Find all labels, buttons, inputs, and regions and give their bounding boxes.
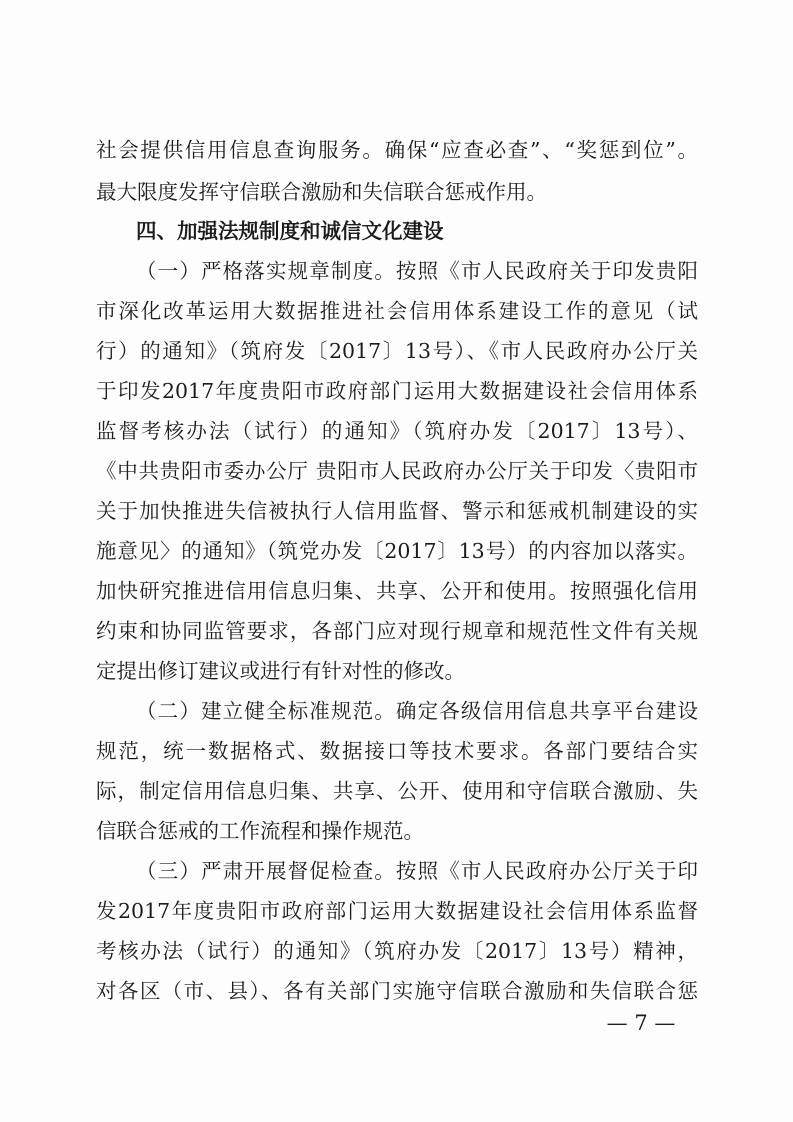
text-line-4: （一）严格落实规章制度。按照《市人民政府关于印发贵阳	[136, 259, 698, 283]
text-line-9: 《中共贵阳市委办公厅 贵阳市人民政府办公厅关于印发〈贵阳市	[96, 459, 698, 483]
text-line-22: 对各区（市、县）、各有关部门实施守信联合激励和失信联合惩	[96, 979, 698, 1003]
text-line-14: 定提出修订建议或进行有针对性的修改。	[96, 659, 465, 683]
text-line-2: 最大限度发挥守信联合激励和失信联合惩戒作用。	[96, 180, 547, 204]
text-line-1: 社会提供信用信息查询服务。确保“应查必查”、“奖惩到位”。	[96, 138, 698, 162]
text-line-19: （三）严肃开展督促检查。按照《市人民政府办公厅关于印	[136, 859, 698, 883]
text-line-21: 考核办法（试行）的通知》（筑府办发〔2017〕13号）精神，	[96, 939, 698, 963]
text-line-12: 加快研究推进信用信息归集、共享、公开和使用。按照强化信用	[96, 579, 698, 603]
text-line-13: 约束和协同监管要求，各部门应对现行规章和规范性文件有关规	[96, 619, 698, 643]
section-heading-4: 四、加强法规制度和诚信文化建设	[136, 219, 444, 243]
text-line-10: 关于加快推进失信被执行人信用监督、警示和惩戒机制建设的实	[96, 499, 698, 523]
text-line-11: 施意见〉的通知》（筑党办发〔2017〕13号）的内容加以落实。	[96, 539, 698, 563]
text-line-17: 际，制定信用信息归集、共享、公开、使用和守信联合激励、失	[96, 779, 698, 803]
text-line-15: （二）建立健全标准规范。确定各级信用信息共享平台建设	[136, 699, 698, 723]
text-line-8: 监督考核办法（试行）的通知》（筑府办发〔2017〕13号）、	[96, 419, 698, 443]
text-line-5: 市深化改革运用大数据推进社会信用体系建设工作的意见（试	[96, 299, 698, 323]
text-line-16: 规范，统一数据格式、数据接口等技术要求。各部门要结合实	[96, 739, 698, 763]
text-line-6: 行）的通知》（筑府发〔2017〕13号）、《市人民政府办公厅关	[96, 339, 698, 363]
text-line-20: 发2017年度贵阳市政府部门运用大数据建设社会信用体系监督	[96, 899, 698, 923]
text-line-7: 于印发2017年度贵阳市政府部门运用大数据建设社会信用体系	[96, 379, 698, 403]
page-number: — 7 —	[606, 1011, 676, 1035]
text-line-18: 信联合惩戒的工作流程和操作规范。	[96, 819, 424, 843]
